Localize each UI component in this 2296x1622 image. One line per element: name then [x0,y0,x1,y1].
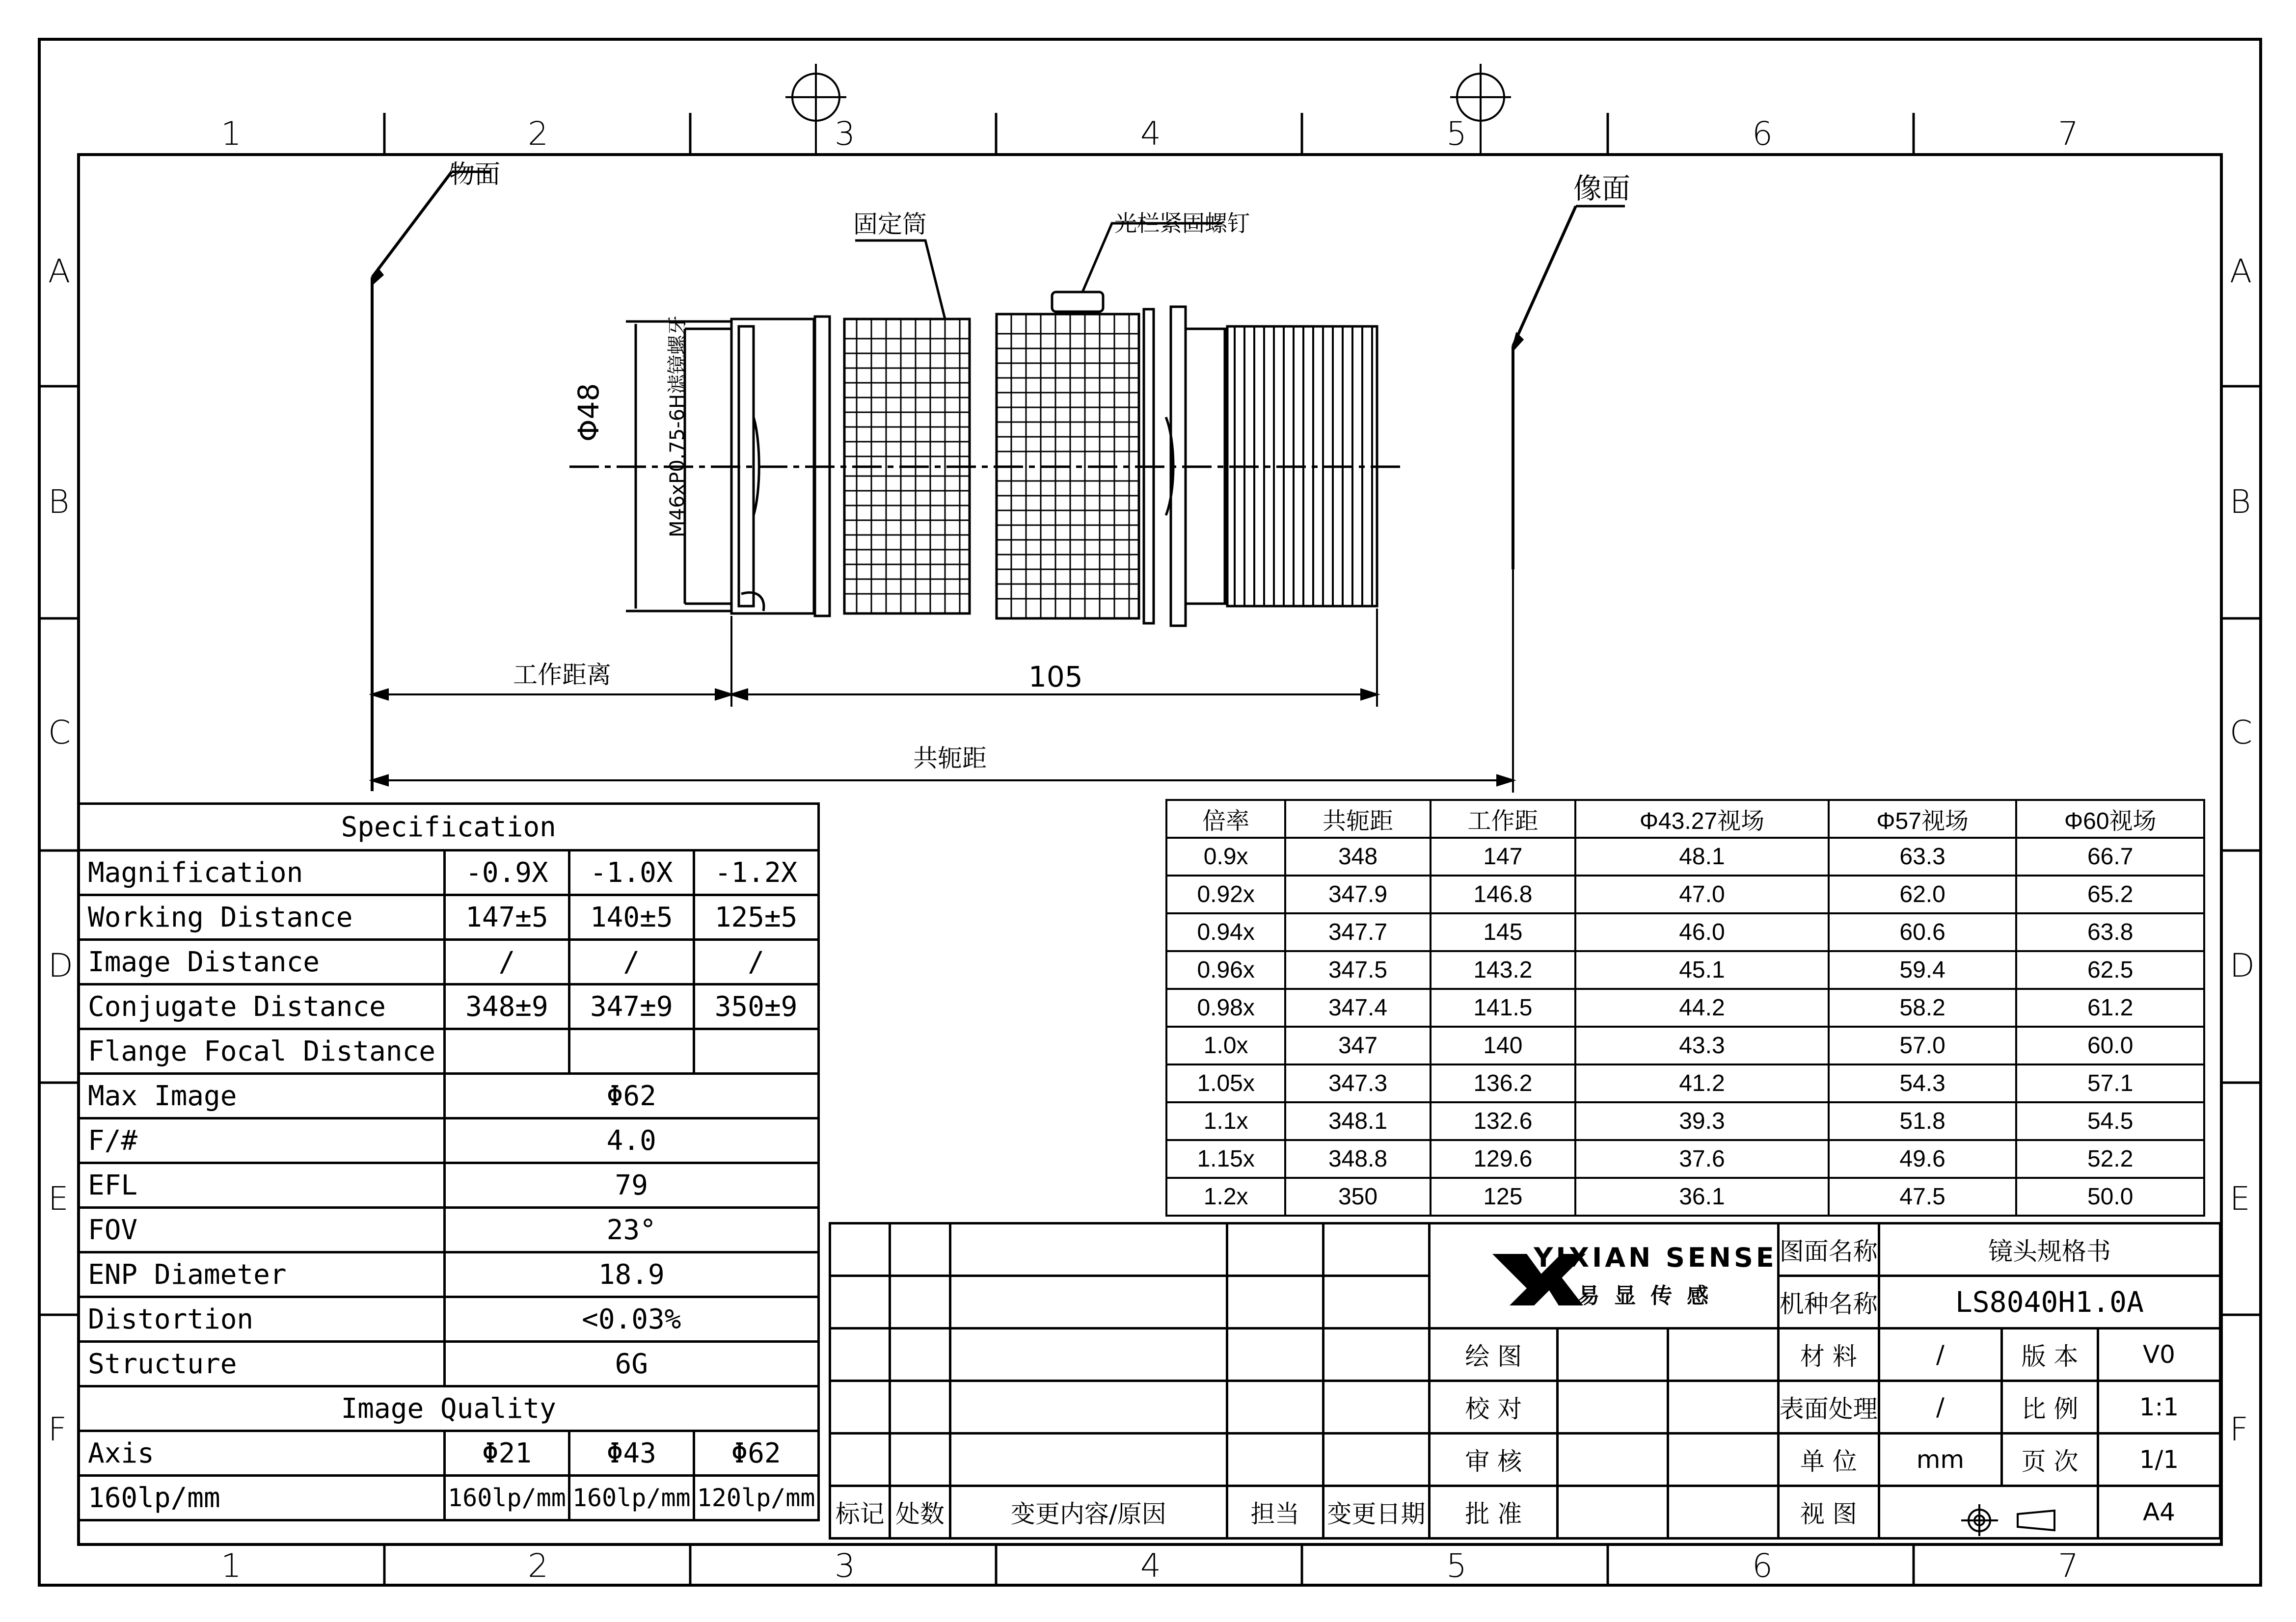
table-cell: 62.5 [2016,951,2204,989]
table-cell: 0.94x [1166,913,1285,951]
table-cell: 347.3 [1285,1064,1430,1102]
spec-value: / [694,940,818,984]
magnification-table [1165,799,2205,1217]
table-cell: 66.7 [2016,838,2204,876]
table-cell: 347.9 [1285,876,1430,913]
spec-row [79,940,819,984]
material-label: 材 料 [1778,1329,1879,1381]
zone-row-d-left: D [48,947,73,984]
zone-col-5-top: 5 [1446,115,1467,153]
drawing-name-label: 图面名称 [1778,1223,1879,1276]
spec-value: -0.9X [445,851,569,895]
spec-row [79,1074,819,1118]
spec-row [79,1342,819,1386]
table-cell: 54.5 [2016,1102,2204,1140]
spec-value: 125±5 [694,895,818,940]
table-cell: 57.0 [1829,1027,2017,1064]
table-cell: 62.0 [1829,876,2017,913]
spec-value: 18.9 [445,1252,818,1297]
table-cell: 65.2 [2016,876,2204,913]
zone-col-1-bottom: 1 [221,1547,242,1585]
spec-label: Max Image [79,1074,445,1118]
rev-header: 处数 [890,1486,950,1539]
table-cell: 348.1 [1285,1102,1430,1140]
spec-value: 79 [445,1163,818,1208]
table-cell: 49.6 [1829,1140,2017,1178]
spec-row [79,851,819,895]
table-cell: 45.1 [1575,951,1829,989]
zone-col-4-top: 4 [1140,115,1161,153]
mag-header: 共轭距 [1285,800,1430,838]
spec-row [79,895,819,940]
table-cell: 47.0 [1575,876,1829,913]
spec-value: 348±9 [445,984,569,1029]
spec-label: Structure [79,1342,445,1386]
model-label: 机种名称 [1778,1276,1879,1329]
table-cell: 63.8 [2016,913,2204,951]
zone-col-4-bottom: 4 [1140,1547,1161,1585]
working-distance-label: 工作距离 [513,661,611,689]
model-name: LS8040H1.0A [1879,1276,2220,1329]
filter-thread-label: M46xP0.75-6H滤镜螺牙 [666,315,689,537]
spec-label: F/# [79,1118,445,1163]
table-cell: 43.3 [1575,1027,1829,1064]
spec-value: 347±9 [569,984,694,1029]
table-cell: 146.8 [1431,876,1575,913]
table-cell: 1.05x [1166,1064,1285,1102]
table-cell: 48.1 [1575,838,1829,876]
title-block [829,1222,2221,1540]
table-cell: 0.96x [1166,951,1285,989]
rev-header: 变更内容/原因 [950,1486,1227,1539]
rev-header: 担当 [1227,1486,1324,1539]
table-cell: 1.1x [1166,1102,1285,1140]
zone-col-6-top: 6 [1752,115,1773,153]
image-plane-label: 像面 [1573,172,1631,205]
zone-row-b-right: B [2230,483,2251,521]
table-cell: 140 [1431,1027,1575,1064]
fixing-tube-label: 固定筒 [853,210,927,239]
table-row [1166,876,2204,913]
table-cell: 0.9x [1166,838,1285,876]
zone-col-7-bottom: 7 [2058,1547,2079,1585]
mag-header: 倍率 [1166,800,1285,838]
unit-label: 单 位 [1778,1434,1879,1486]
spec-row [79,984,819,1029]
mag-header-row [1166,800,2204,838]
zone-row-e-right: E [2230,1180,2250,1218]
table-cell: 0.92x [1166,876,1285,913]
paper-size: A4 [2098,1486,2220,1539]
zone-row-a-right: A [2230,252,2252,290]
spec-label: 160lp/mm [79,1476,445,1520]
spec-label: Working Distance [79,895,445,940]
spec-value: 6G [445,1342,818,1386]
spec-value [569,1029,694,1074]
version-value: V0 [2098,1329,2220,1381]
table-row [1166,1140,2204,1178]
spec-label: ENP Diameter [79,1252,445,1297]
table-cell: 44.2 [1575,989,1829,1027]
table-row [1166,1102,2204,1140]
table-cell: 347 [1285,1027,1430,1064]
zone-col-3-top: 3 [835,115,855,153]
spec-label: Distortion [79,1297,445,1342]
rev-header: 标记 [830,1486,890,1539]
scale-value: 1:1 [2098,1381,2220,1434]
zone-row-e-left: E [48,1180,69,1218]
spec-row [79,1431,819,1476]
spec-label: Flange Focal Distance [79,1029,445,1074]
spec-label: EFL [79,1163,445,1208]
zone-col-2-bottom: 2 [528,1547,548,1585]
table-cell: 47.5 [1829,1178,2017,1216]
table-cell: 350 [1285,1178,1430,1216]
zone-row-f-left: F [48,1410,67,1448]
spec-label: Conjugate Distance [79,984,445,1029]
spec-value: 160lp/mm [569,1476,694,1520]
spec-value: 350±9 [694,984,818,1029]
diameter-label: Φ48 [572,383,605,442]
aperture-screw-label: 光栏紧固螺钉 [1114,210,1250,237]
table-row [1166,1027,2204,1064]
image-quality-title: Image Quality [79,1386,819,1431]
rev-header: 变更日期 [1323,1486,1430,1539]
surface-value: / [1879,1381,2001,1434]
table-row [1166,913,2204,951]
spec-row [79,1476,819,1520]
table-cell: 60.0 [2016,1027,2204,1064]
table-cell: 52.2 [2016,1140,2204,1178]
zone-col-1-top: 1 [221,115,242,153]
length-105-label: 105 [1028,660,1083,693]
zone-col-5-bottom: 5 [1446,1547,1467,1585]
table-cell: 36.1 [1575,1178,1829,1216]
table-row [1166,951,2204,989]
spec-value: 4.0 [445,1118,818,1163]
unit-value: mm [1879,1434,2001,1486]
spec-value: Φ21 [445,1431,569,1476]
brand-name-en: YIXIAN SENSE [1534,1242,1777,1273]
spec-value: 140±5 [569,895,694,940]
brand-name-cn: 易显传感 [1578,1283,1724,1308]
table-cell: 348.8 [1285,1140,1430,1178]
table-cell: 46.0 [1575,913,1829,951]
table-cell: 37.6 [1575,1140,1829,1178]
version-label: 版 本 [2002,1329,2098,1381]
table-cell: 347.7 [1285,913,1430,951]
check-label: 校 对 [1430,1381,1558,1434]
table-cell: 347.4 [1285,989,1430,1027]
mag-header: Φ43.27视场 [1575,800,1829,838]
mag-header: Φ60视场 [2016,800,2204,838]
table-cell: 39.3 [1575,1102,1829,1140]
spec-row [79,1208,819,1252]
table-cell: 132.6 [1431,1102,1575,1140]
thread-pattern [1235,326,1372,606]
spec-value: 23° [445,1208,818,1252]
table-cell: 58.2 [1829,989,2017,1027]
spec-value: / [445,940,569,984]
zone-row-c-left: C [48,714,71,751]
table-cell: 51.8 [1829,1102,2017,1140]
page-label: 页 次 [2002,1434,2098,1486]
draw-label: 绘 图 [1430,1329,1558,1381]
material-value: / [1879,1329,2001,1381]
spec-title: Specification [79,804,819,851]
scale-label: 比 例 [2002,1381,2098,1434]
spec-value: / [569,940,694,984]
review-label: 审 核 [1430,1434,1558,1486]
spec-row [79,1297,819,1342]
conjugate-distance-label: 共轭距 [913,744,987,772]
spec-value: Φ43 [569,1431,694,1476]
table-cell: 59.4 [1829,951,2017,989]
image-plane-line [1513,206,1576,569]
table-cell: 0.98x [1166,989,1285,1027]
table-cell: 129.6 [1431,1140,1575,1178]
spec-value: Φ62 [694,1431,818,1476]
table-cell: 136.2 [1431,1064,1575,1102]
spec-value: 147±5 [445,895,569,940]
zone-row-b-left: B [48,483,70,521]
table-cell: 50.0 [2016,1178,2204,1216]
zone-col-2-top: 2 [528,115,548,153]
spec-label: Image Distance [79,940,445,984]
spec-value: Φ62 [445,1074,818,1118]
table-cell: 147 [1431,838,1575,876]
zone-col-7-top: 7 [2058,115,2079,153]
table-cell: 54.3 [1829,1064,2017,1102]
spec-label: Magnification [79,851,445,895]
lens-body [452,172,1625,626]
zone-row-d-right: D [2230,947,2255,984]
table-cell: 41.2 [1575,1064,1829,1102]
drawing-name: 镜头规格书 [1879,1223,2220,1276]
surface-label: 表面处理 [1778,1381,1879,1434]
spec-value [445,1029,569,1074]
table-cell: 1.15x [1166,1140,1285,1178]
spec-row [79,1163,819,1208]
table-cell: 63.3 [1829,838,2017,876]
spec-row [79,1252,819,1297]
table-cell: 143.2 [1431,951,1575,989]
spec-value: -1.2X [694,851,818,895]
table-row [1166,1064,2204,1102]
spec-row [79,1029,819,1074]
mag-header: 工作距 [1431,800,1575,838]
zone-row-c-right: C [2230,714,2253,751]
view-label: 视 图 [1778,1486,1879,1539]
table-cell: 1.2x [1166,1178,1285,1216]
table-cell: 1.0x [1166,1027,1285,1064]
zone-row-a-left: A [48,252,71,290]
table-cell: 145 [1431,913,1575,951]
spec-value: 120lp/mm [694,1476,818,1520]
brand-logo-cell [1430,1223,1778,1329]
specification-table [78,802,820,1521]
spec-label: Axis [79,1431,445,1476]
table-cell: 125 [1431,1178,1575,1216]
table-cell: 141.5 [1431,989,1575,1027]
approve-label: 批 准 [1430,1486,1558,1539]
object-plane-label: 物面 [449,160,501,189]
zone-col-3-bottom: 3 [835,1547,855,1585]
table-cell: 61.2 [2016,989,2204,1027]
spec-label: FOV [79,1208,445,1252]
zone-col-6-bottom: 6 [1752,1547,1773,1585]
page-value: 1/1 [2098,1434,2220,1486]
spec-row [79,1118,819,1163]
table-row [1166,1178,2204,1216]
spec-value: 160lp/mm [445,1476,569,1520]
table-cell: 348 [1285,838,1430,876]
table-cell: 57.1 [2016,1064,2204,1102]
zone-row-f-right: F [2230,1410,2248,1448]
spec-value: <0.03% [445,1297,818,1342]
spec-value [694,1029,818,1074]
mag-header: Φ57视场 [1829,800,2017,838]
table-row [1166,989,2204,1027]
table-row [1166,838,2204,876]
spec-value: -1.0X [569,851,694,895]
table-cell: 347.5 [1285,951,1430,989]
table-cell: 60.6 [1829,913,2017,951]
